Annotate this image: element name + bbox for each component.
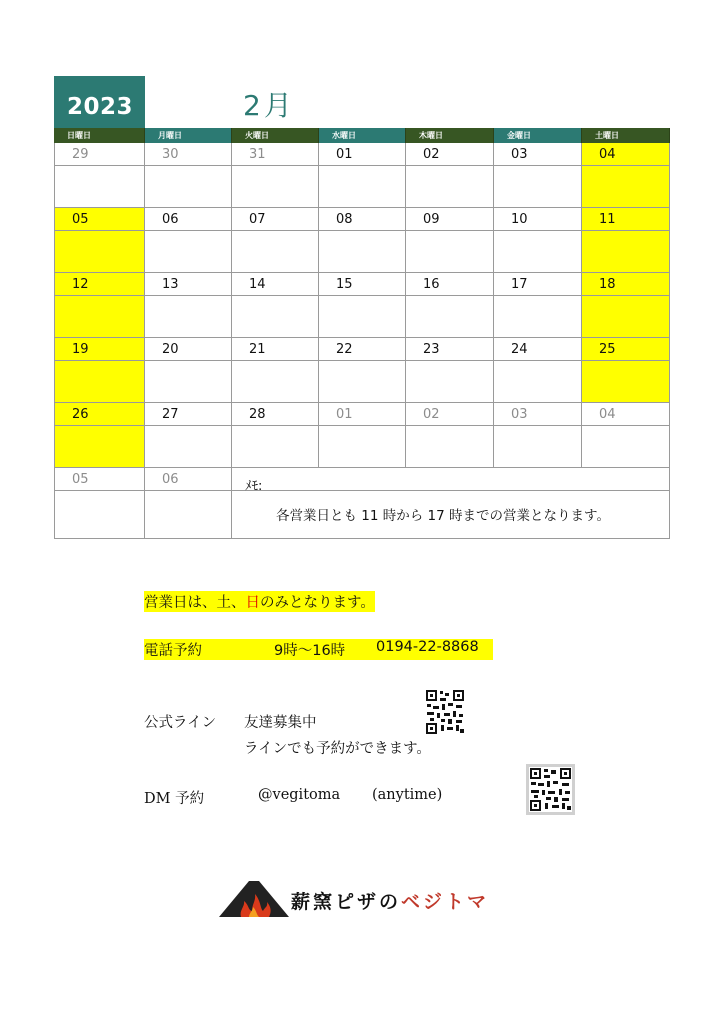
day-cell: 07: [232, 208, 319, 231]
day-cell: 06: [145, 208, 232, 231]
day-body: [494, 361, 582, 403]
dm-handle: @vegitoma: [258, 787, 341, 803]
day-body: [232, 166, 319, 208]
day-cell-open: 26: [54, 403, 145, 426]
dm-note: (anytime): [372, 787, 443, 803]
day-cell: 23: [406, 338, 494, 361]
line-qr-code-icon[interactable]: [425, 689, 465, 735]
dm-label: DM 予約: [144, 791, 205, 807]
line-official: [144, 711, 216, 732]
day-body: [145, 231, 232, 273]
day-body: [494, 231, 582, 273]
week-body: [54, 426, 670, 468]
day-cell: 04: [582, 403, 670, 426]
phone-number: 0194-22-8868: [376, 639, 479, 655]
day-cell: 02: [406, 403, 494, 426]
day-body: [494, 426, 582, 468]
day-cell: 08: [319, 208, 406, 231]
day-cell: 28: [232, 403, 319, 426]
business-days-notice: [144, 591, 375, 612]
day-cell: 21: [232, 338, 319, 361]
week-row: [54, 143, 670, 166]
day-body-open: [54, 231, 145, 273]
day-body: [406, 296, 494, 338]
day-body: [145, 491, 232, 539]
line-note: ラインでも予約ができます。: [244, 741, 431, 757]
day-body-open: [582, 361, 670, 403]
day-cell: 30: [145, 143, 232, 166]
day-cell-open: 12: [54, 273, 145, 296]
day-body-open: [582, 166, 670, 208]
year-label: 2023: [54, 76, 145, 128]
day-body: [319, 231, 406, 273]
day-body: [406, 166, 494, 208]
day-cell: 03: [494, 143, 582, 166]
day-cell-open: 18: [582, 273, 670, 296]
day-body-open: [582, 231, 670, 273]
week-body: [54, 231, 670, 273]
day-cell: 22: [319, 338, 406, 361]
week-body: [54, 361, 670, 403]
memo-label: ﾒﾓ:: [232, 468, 670, 491]
day-cell: 16: [406, 273, 494, 296]
day-body: [54, 491, 145, 539]
week-row: [54, 338, 670, 361]
weekday-tue: 火曜日: [232, 128, 319, 143]
day-cell: 05: [54, 468, 145, 491]
day-body-open: [54, 426, 145, 468]
day-body: [145, 426, 232, 468]
weekday-wed: 水曜日: [319, 128, 406, 143]
day-body-open: [54, 361, 145, 403]
weekday-thu: 木曜日: [406, 128, 494, 143]
week-row: [54, 273, 670, 296]
day-body: [319, 361, 406, 403]
day-cell: 27: [145, 403, 232, 426]
day-cell: 01: [319, 143, 406, 166]
day-cell: 01: [319, 403, 406, 426]
day-body-open: [54, 296, 145, 338]
memo-text: 各営業日とも 11 時から 17 時までの営業となります。: [276, 508, 610, 524]
business-days-sunday: 日: [245, 595, 260, 611]
day-cell-open: 05: [54, 208, 145, 231]
day-cell: 02: [406, 143, 494, 166]
day-body: [406, 231, 494, 273]
day-cell: 13: [145, 273, 232, 296]
brand-name-a: 薪窯ピザの: [291, 891, 402, 913]
day-body-open: [582, 296, 670, 338]
day-body: [494, 296, 582, 338]
month-title: 2月: [243, 89, 295, 122]
day-cell: 09: [406, 208, 494, 231]
weekday-mon: 月曜日: [145, 128, 232, 143]
day-body: [582, 426, 670, 468]
memo-box: [232, 491, 670, 539]
weekday-sun: 日曜日: [54, 128, 145, 143]
brand-name-b: ベジトマ: [401, 891, 490, 913]
day-body: [319, 426, 406, 468]
brand-name: [291, 887, 489, 914]
day-body: [232, 296, 319, 338]
day-body: [494, 166, 582, 208]
day-body: [232, 426, 319, 468]
day-body: [406, 426, 494, 468]
weekday-fri: 金曜日: [494, 128, 582, 143]
day-cell-open: 25: [582, 338, 670, 361]
day-cell: 15: [319, 273, 406, 296]
brand-logo: [219, 880, 509, 920]
week-body: [54, 166, 670, 208]
week-row: [54, 403, 670, 426]
day-cell: 29: [54, 143, 145, 166]
day-cell-open: 04: [582, 143, 670, 166]
memo-row: [54, 491, 670, 539]
day-body: [406, 361, 494, 403]
business-days-post: のみとなります。: [260, 595, 375, 611]
day-cell: 06: [145, 468, 232, 491]
day-body: [145, 361, 232, 403]
day-cell: 24: [494, 338, 582, 361]
day-cell-open: 11: [582, 208, 670, 231]
calendar: [54, 128, 670, 539]
week-row-extra: [54, 468, 670, 494]
day-body: [232, 361, 319, 403]
week-body: [54, 296, 670, 338]
day-body: [54, 166, 145, 208]
kiln-fire-icon: [219, 880, 289, 918]
line-friends: 友達募集中: [244, 715, 317, 731]
day-cell: 10: [494, 208, 582, 231]
week-row: [54, 208, 670, 231]
weekday-sat: 土曜日: [582, 128, 670, 143]
phone-reservation: [144, 639, 493, 660]
line-label: 公式ライン: [144, 715, 217, 731]
day-body: [319, 166, 406, 208]
day-cell-open: 19: [54, 338, 145, 361]
day-cell: 20: [145, 338, 232, 361]
phone-hours: 9時～16時: [274, 643, 346, 659]
day-cell: 17: [494, 273, 582, 296]
day-body: [319, 296, 406, 338]
day-body: [145, 166, 232, 208]
phone-label: 電話予約: [144, 643, 202, 659]
business-days-pre: 営業日は、土、: [144, 595, 246, 611]
day-cell: 31: [232, 143, 319, 166]
day-body: [145, 296, 232, 338]
weekday-header: [54, 128, 670, 143]
day-cell: 14: [232, 273, 319, 296]
day-cell: 03: [494, 403, 582, 426]
day-body: [232, 231, 319, 273]
dm-qr-code-icon[interactable]: [526, 764, 575, 815]
